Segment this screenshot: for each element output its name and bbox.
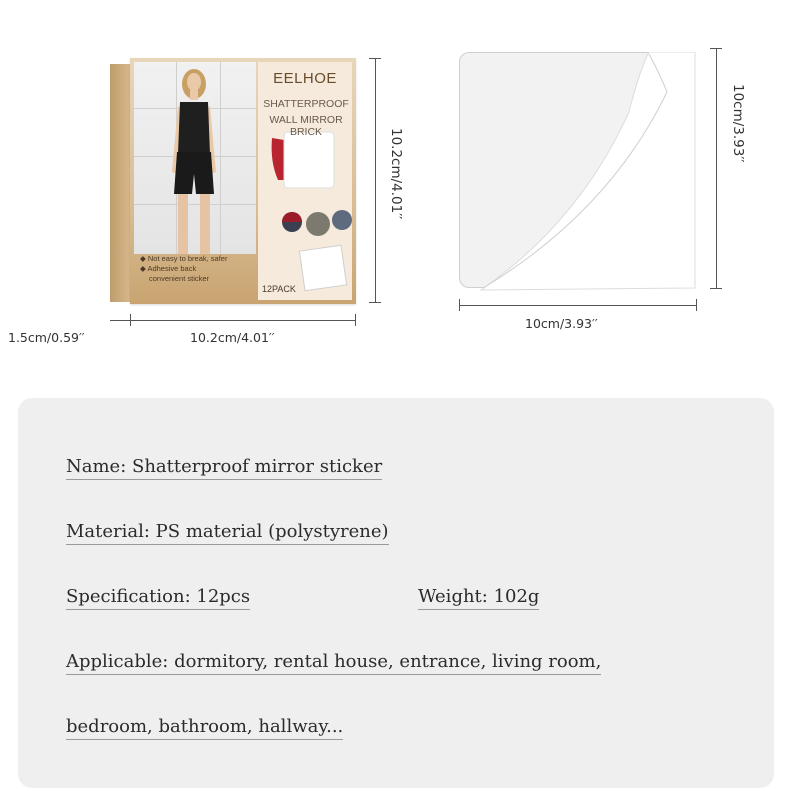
dimension-tick bbox=[696, 299, 697, 311]
spec-weight: Weight: 102g bbox=[418, 586, 539, 610]
box-side-panel bbox=[110, 64, 130, 302]
spec-applicable-line2: bedroom, bathroom, hallway... bbox=[66, 716, 343, 740]
box-height-dimension-line bbox=[375, 58, 376, 302]
spec-applicable-line1: Applicable: dormitory, rental house, entrance, living room, bbox=[66, 651, 601, 675]
spec-material: Material: PS material (polystyrene) bbox=[66, 521, 389, 545]
box-width-dimension-line bbox=[130, 320, 356, 321]
dimension-tick bbox=[369, 58, 381, 59]
box-bullet-text: Not easy to break, safer bbox=[147, 254, 228, 263]
sticker-width-label: 10cm/3.93′′ bbox=[525, 316, 598, 331]
box-depth-label: 1.5cm/0.59′′ bbox=[8, 330, 85, 345]
sticker-width-dimension-line bbox=[459, 305, 697, 306]
woman-figure-icon bbox=[134, 62, 256, 254]
dimension-tick bbox=[369, 302, 381, 303]
dimension-tick bbox=[130, 314, 131, 326]
box-bullets bbox=[140, 254, 256, 284]
spec-name: Name: Shatterproof mirror sticker bbox=[66, 456, 382, 480]
box-title-line1: SHATTERPROOF bbox=[263, 98, 349, 110]
box-bullet-text: convenient sticker bbox=[149, 274, 210, 283]
box-title-line2: WALL MIRROR BRICK bbox=[269, 114, 343, 138]
dimension-tick bbox=[459, 299, 460, 311]
box-width-label: 10.2cm/4.01′′ bbox=[190, 330, 275, 345]
spec-specification: Specification: 12pcs bbox=[66, 586, 250, 610]
box-bullet bbox=[140, 274, 256, 284]
box-brand: EELHOE bbox=[273, 70, 337, 87]
box-pack-label: 12PACK bbox=[262, 284, 296, 294]
dimension-tick bbox=[710, 48, 722, 49]
box-photo-mirror-tiles bbox=[134, 62, 256, 254]
dimension-tick bbox=[355, 314, 356, 326]
sticker-height-dimension-line bbox=[716, 48, 717, 288]
box-height-label: 10.2cm/4.01′′ bbox=[388, 128, 404, 220]
box-bullet-text: Adhesive back bbox=[147, 264, 197, 273]
box-bullet: ◆ Adhesive back bbox=[140, 264, 197, 273]
dimension-tick bbox=[710, 288, 722, 289]
sticker-height-label: 10cm/3.93′′ bbox=[730, 84, 746, 163]
box-depth-dimension-line bbox=[110, 320, 130, 321]
peel-corner-icon bbox=[459, 52, 699, 292]
box-bullet: ◆ Not easy to break, safer bbox=[140, 254, 228, 263]
